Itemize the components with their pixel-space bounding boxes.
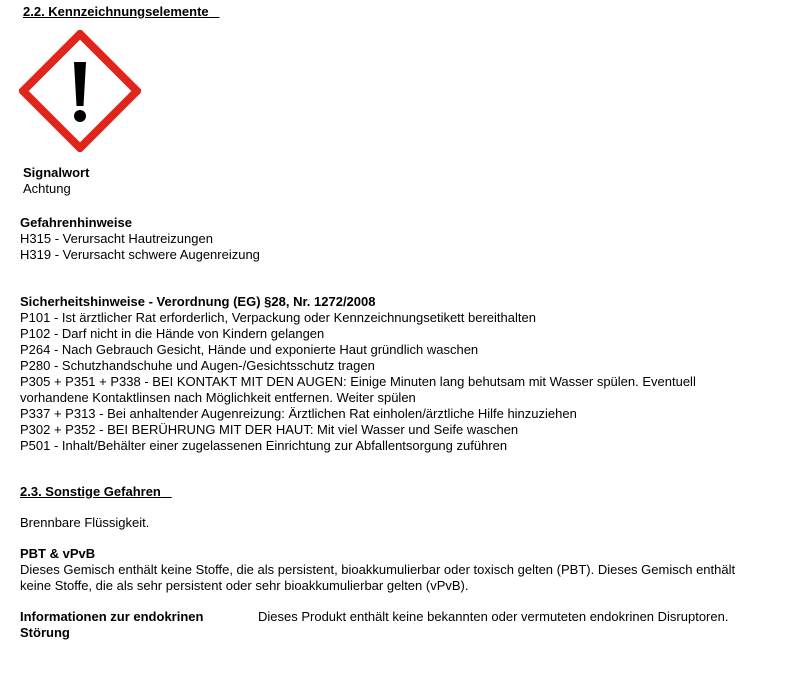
pbt-vpvb-label: PBT & vPvB (20, 546, 96, 561)
precautionary-statement: P280 - Schutzhandschuhe und Augen-/Gesichtsschutz tragen (20, 358, 375, 373)
precautionary-statement: P501 - Inhalt/Behälter einer zugelassenen Einrichtung zur Abfallentsorgung zuführen (20, 438, 508, 453)
signal-word-block (23, 165, 89, 197)
precautionary-statement: P305 + P351 + P338 - BEI KONTAKT MIT DEN AUGEN: Einige Minuten lang behutsam mit Wasser spülen. Eventuell (20, 374, 696, 389)
endocrine-label-line: Störung (20, 625, 70, 640)
pbt-vpvb-text: keine Stoffe, die als sehr persistent oder sehr bioakkumulierbar gelten (vPvB). (20, 578, 469, 593)
precautionary-statement: P101 - Ist ärztlicher Rat erforderlich, Verpackung oder Kennzeichnungsetikett bereithalten (20, 310, 536, 325)
signal-word-value: Achtung (23, 181, 71, 196)
pbt-vpvb-text: Dieses Gemisch enthält keine Stoffe, die als persistent, bioakkumulierbar oder toxisch gelten (PBT). Dieses Gemisch enthält (20, 562, 736, 577)
hazard-statement: H315 - Verursacht Hautreizungen (20, 231, 213, 246)
precautionary-statement: P337 + P313 - Bei anhaltender Augenreizung: Ärztlichen Rat einholen/ärztliche Hilfe hinzuziehen (20, 406, 577, 421)
precautionary-statement: P264 - Nach Gebrauch Gesicht, Hände und exponierte Haut gründlich waschen (20, 342, 479, 357)
precautionary-statement: P302 + P352 - BEI BERÜHRUNG MIT DER HAUT: Mit viel Wasser und Seife waschen (20, 422, 519, 437)
hazard-statements-label: Gefahrenhinweise (20, 215, 132, 230)
precautionary-statement-continuation: vorhandene Kontaktlinsen nach Möglichkeit entfernen. Weiter spülen (20, 390, 416, 405)
ghs-exclamation-mark-pictogram (19, 30, 141, 152)
endocrine-label-line: Informationen zur endokrinen (20, 609, 204, 624)
endocrine-label (20, 609, 203, 641)
precautionary-statements-block (20, 294, 696, 454)
precautionary-statement: P102 - Darf nicht in die Hände von Kindern gelangen (20, 326, 325, 341)
other-hazards-text: Brennbare Flüssigkeit. (20, 515, 150, 530)
precautionary-statements-label: Sicherheitshinweise - Verordnung (EG) §28, Nr. 1272/2008 (20, 294, 376, 309)
section-2-3-heading: 2.3. Sonstige Gefahren (20, 484, 161, 499)
ghs07-exclamation-mark-icon (23, 34, 137, 148)
endocrine-value: Dieses Produkt enthält keine bekannten oder vermuteten endokrinen Disruptoren. (258, 609, 729, 624)
signal-word-label: Signalwort (23, 165, 90, 180)
hazard-statement: H319 - Verursacht schwere Augenreizung (20, 247, 260, 262)
pbt-vpvb-block (20, 546, 735, 594)
section-2-2-heading: 2.2. Kennzeichnungselemente (23, 4, 209, 19)
hazard-statements-block (20, 215, 260, 263)
